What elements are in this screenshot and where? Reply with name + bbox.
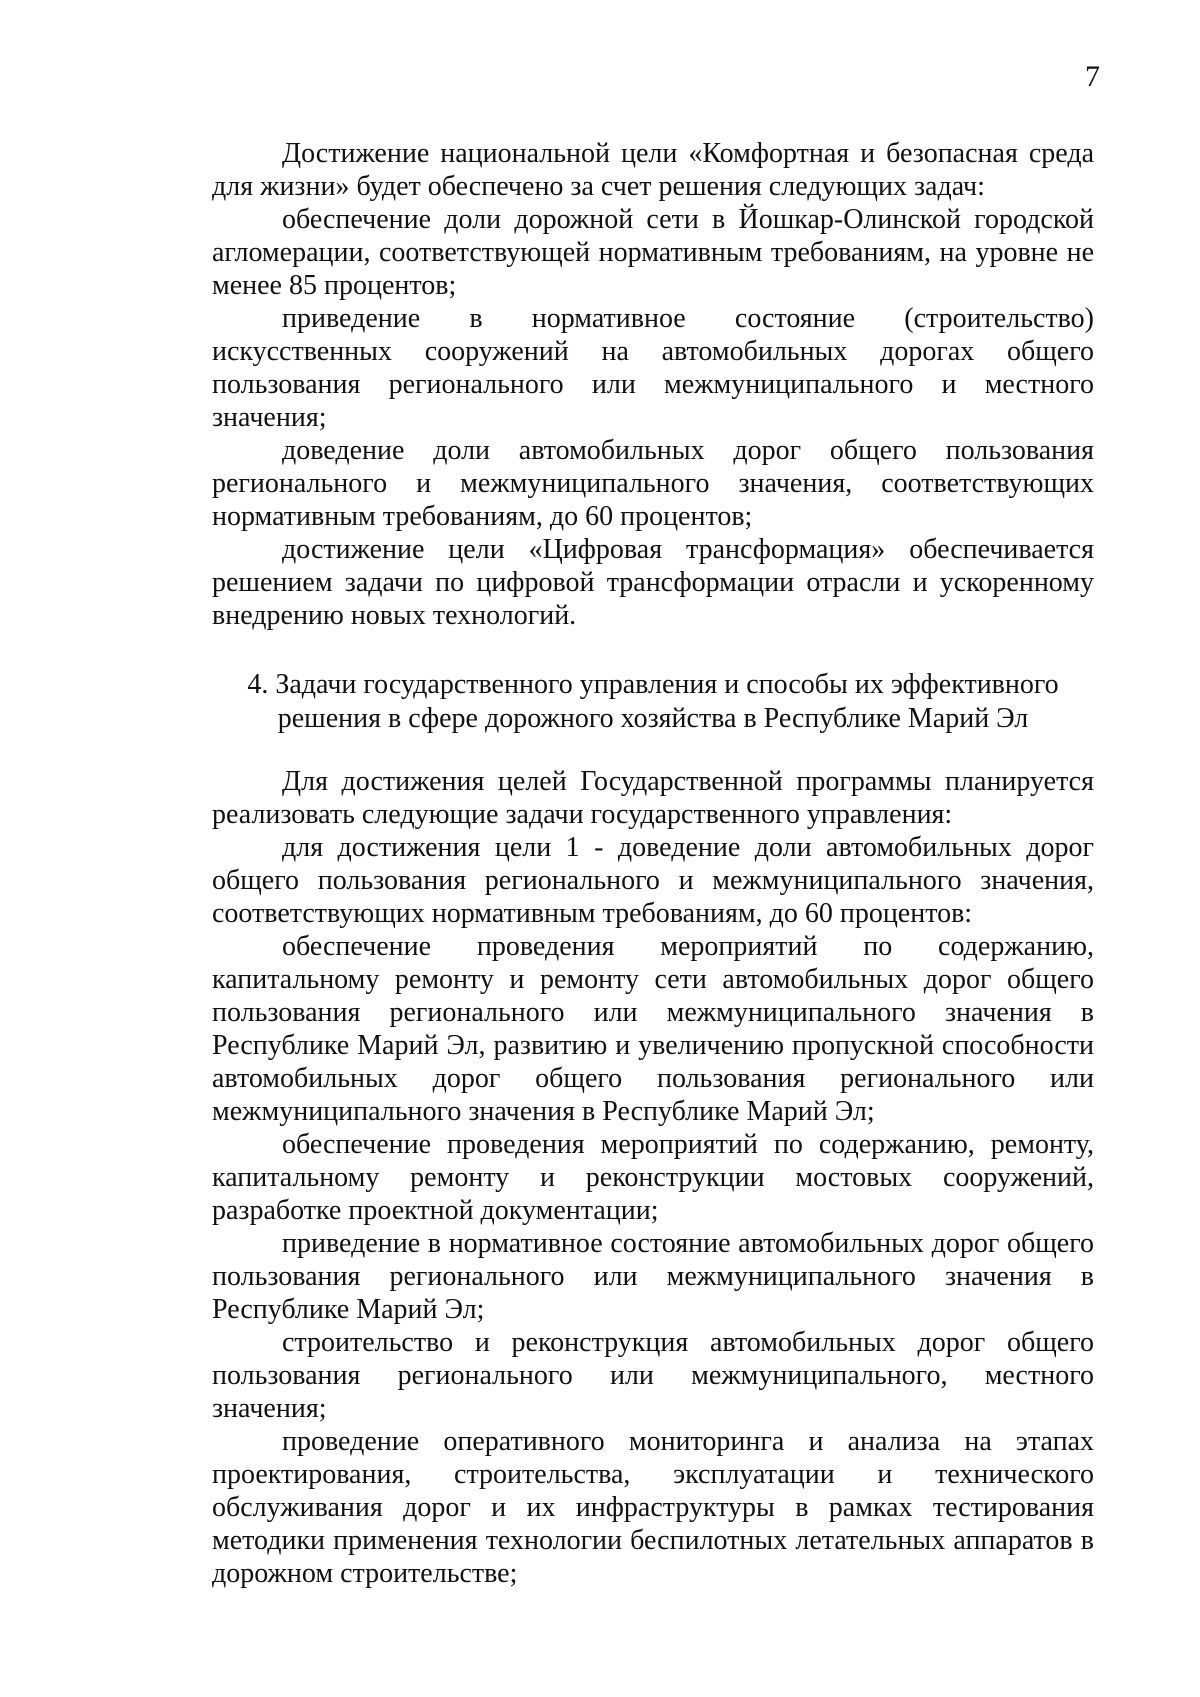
paragraph: достижение цели «Цифровая трансформация» обеспечивается решением задачи по цифровой трансформации отрасли и ускоренному внедрению новых технологий. bbox=[212, 534, 1094, 631]
section-tasks bbox=[212, 765, 1094, 1590]
section-heading bbox=[212, 668, 1094, 736]
paragraph: обеспечение проведения мероприятий по содержанию, капитальному ремонту и ремонту сети автомобильных дорог общего пользования регионального или межмуниципального значения в Республике Марий Эл, развитию и увеличению пропускной способности автомобильных дорог общего пользования регионального или межмуниципального значения в Республике Марий Эл; bbox=[212, 931, 1094, 1127]
paragraph: Достижение национальной цели «Комфортная и безопасная среда для жизни» будет обеспечено за счет решения следующих задач: bbox=[212, 138, 1094, 202]
paragraph: для достижения цели 1 - доведение доли автомобильных дорог общего пользования регионального и межмуниципального значения, соответствующих нормативным требованиям, до 60 процентов: bbox=[212, 832, 1094, 929]
paragraph: строительство и реконструкция автомобильных дорог общего пользования регионального или межмуниципального, местного значения; bbox=[212, 1327, 1094, 1424]
paragraph: приведение в нормативное состояние (строительство) искусственных сооружений на автомобильных дорогах общего пользования регионального или межмуниципального и местного значения; bbox=[212, 303, 1094, 433]
paragraph: обеспечение проведения мероприятий по содержанию, ремонту, капитальному ремонту и реконструкции мостовых сооружений, разработке проектной документации; bbox=[212, 1129, 1094, 1226]
section-heading-line2: решения в сфере дорожного хозяйства в Республике Марий Эл bbox=[277, 703, 1029, 734]
paragraph: проведение оперативного мониторинга и анализа на этапах проектирования, строительства, эксплуатации и технического обслуживания дорог и их инфраструктуры в рамках тестирования методики применения технологии беспилотных летательных аппаратов в дорожном строительстве; bbox=[212, 1426, 1094, 1589]
paragraph: доведение доли автомобильных дорог общего пользования регионального и межмуниципального значения, соответствующих нормативным требованиям, до 60 процентов; bbox=[212, 435, 1094, 532]
paragraph: обеспечение доли дорожной сети в Йошкар-Олинской городской агломерации, соответствующей нормативным требованиям, на уровне не менее 85 процентов; bbox=[212, 204, 1094, 301]
section-heading-line1: 4. Задачи государственного управления и способы их эффективного bbox=[247, 669, 1059, 700]
paragraph: Для достижения целей Государственной программы планируется реализовать следующие задачи государственного управления: bbox=[212, 766, 1094, 830]
paragraph: приведение в нормативное состояние автомобильных дорог общего пользования регионального или межмуниципального значения в Республике Марий Эл; bbox=[212, 1228, 1094, 1325]
page-number: 7 bbox=[1085, 60, 1100, 93]
section-goals bbox=[212, 137, 1094, 632]
